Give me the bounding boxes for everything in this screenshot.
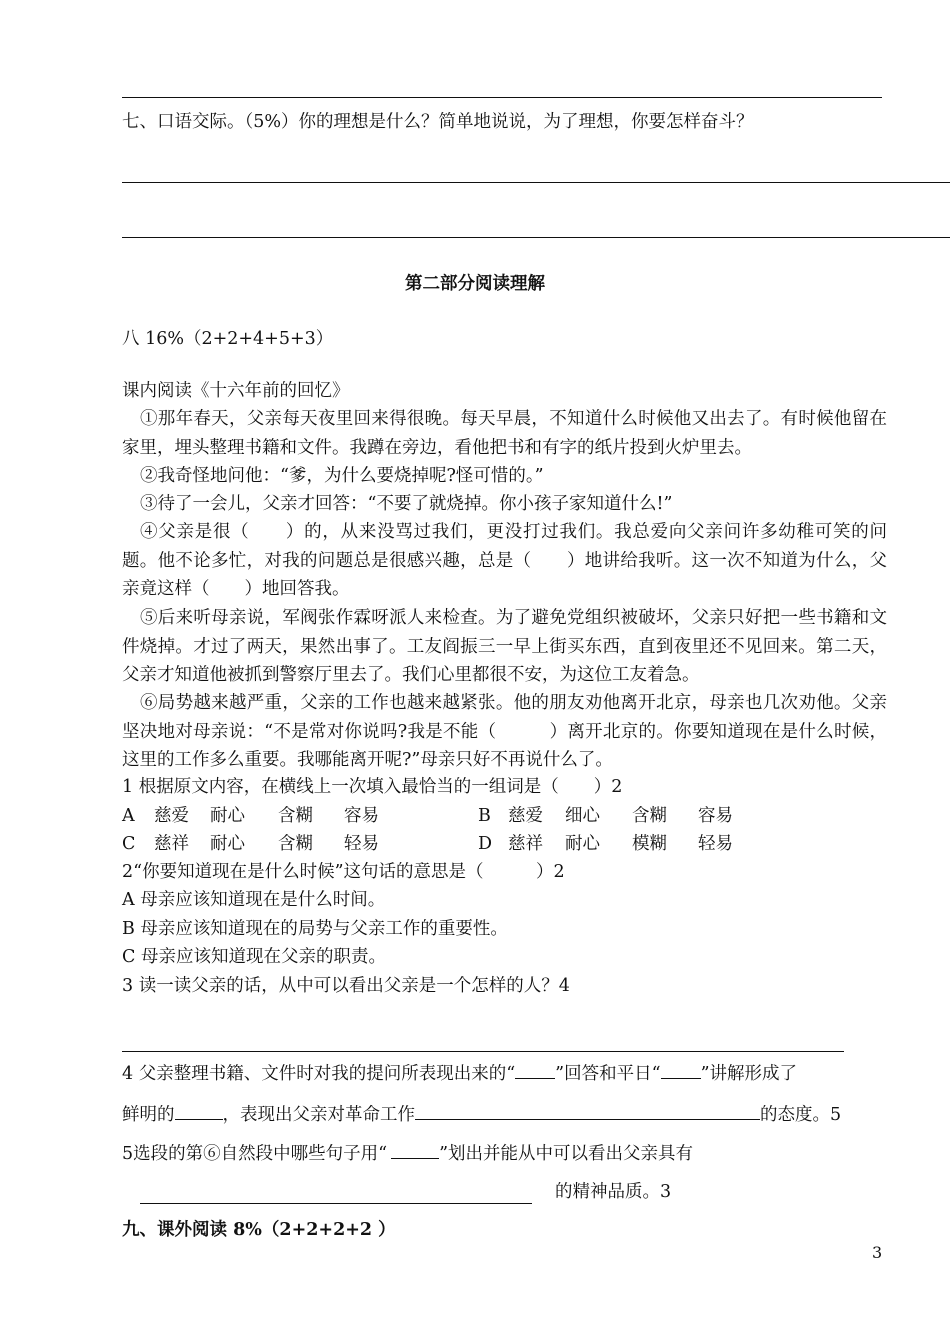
q5-text-2: ”划出并能从中可以看出父亲具有 — [439, 1144, 694, 1164]
q4-blank-3[interactable] — [175, 1101, 223, 1120]
q1-option-b-letter: B — [478, 806, 491, 826]
q1-option-d-word-1: 慈祥 — [508, 834, 543, 854]
q1-option-a-word-1: 慈爱 — [154, 806, 189, 826]
q3-answer-line — [122, 1051, 844, 1052]
paragraph-6: ⑥局势越来越严重，父亲的工作也越来越紧张。他的朋友劝他离开北京，母亲也几次劝他。父亲坚决地对母亲说：“不是常对你说吗?我是不能（ ）离开北京的。你要知道现在是什么时候，这里的工作多么重要。我哪能离开呢?”母亲只好不再说什么了。 — [122, 693, 887, 770]
q4-blank-4[interactable] — [415, 1101, 760, 1120]
q1-option-a-word-3: 含糊 — [278, 806, 313, 826]
question-1: 1 根据原文内容，在横线上一次填入最恰当的一组词是（ ）2 — [122, 777, 623, 797]
paragraph-4: ④父亲是很（ ）的，从来没骂过我们，更没打过我们。我总爱向父亲问许多幼稚可笑的问题。他不论多忙，对我的问题总是很感兴趣，总是（ ）地讲给我听。这一次不知道为什么，父亲竟这样（ ）地回答我。 — [122, 522, 887, 599]
q5-answer-line — [140, 1203, 532, 1204]
q4-text-3: ”讲解形成了 — [700, 1064, 798, 1084]
q1-option-c-word-3: 含糊 — [278, 834, 313, 854]
paragraph-5: ⑤后来听母亲说，军阀张作霖呀派人来检查。为了避免党组织被破坏，父亲只好把一些书籍和文件烧掉。才过了两天，果然出事了。工友阎振三一早上街买东西，直到夜里还不见回来。第二天，父亲才知道他被抓到警察厅里去了。我们心里都很不安，为这位工友着急。 — [122, 608, 887, 685]
q1-option-d-word-2: 耐心 — [565, 834, 600, 854]
q5-text-3: 的精神品质。3 — [555, 1182, 672, 1202]
question-4-line-1 — [122, 1060, 797, 1088]
q1-option-a-word-4: 容易 — [344, 806, 379, 826]
section7-question: 七、口语交际。（5%）你的理想是什么？简单地说说，为了理想，你要怎样奋斗？ — [122, 112, 754, 132]
q2-option-a: A 母亲应该知道现在是什么时间。 — [122, 890, 386, 910]
q2-option-c: C 母亲应该知道现在父亲的职责。 — [122, 947, 386, 967]
question-4-line-2 — [122, 1101, 841, 1129]
question-2: 2“你要知道现在是什么时候”这句话的意思是（ ）2 — [122, 862, 565, 882]
answer-line-2 — [122, 237, 950, 238]
part2-title: 第二部分阅读理解 — [405, 274, 545, 294]
q1-option-a-letter: A — [122, 806, 135, 826]
q4-text-1: 4 父亲整理书籍、文件时对我的提问所表现出来的“ — [122, 1064, 516, 1084]
q1-option-d-word-4: 轻易 — [698, 834, 733, 854]
q1-option-d-letter: D — [478, 834, 493, 854]
section9-heading: 九、课外阅读 8%（2+2+2+2 ） — [122, 1220, 396, 1240]
question-3: 3 读一读父亲的话，从中可以看出父亲是一个怎样的人？4 — [122, 976, 570, 996]
q1-option-b-word-4: 容易 — [698, 806, 733, 826]
q1-option-c-word-1: 慈祥 — [154, 834, 189, 854]
q1-option-c-word-2: 耐心 — [210, 834, 245, 854]
paragraph-1: ①那年春天，父亲每天夜里回来得很晚。每天早晨，不知道什么时候他又出去了。有时候他留在家里，埋头整理书籍和文件。我蹲在旁边，看他把书和有字的纸片投到火炉里去。 — [122, 409, 887, 458]
q4-blank-2[interactable] — [661, 1060, 701, 1079]
section8-heading: 八 16%（2+2+4+5+3） — [122, 329, 334, 349]
q1-option-a-word-2: 耐心 — [210, 806, 245, 826]
q5-text-1: 5选段的第⑥自然段中哪些句子用“ — [122, 1144, 388, 1164]
paragraph-3: ③待了一会儿，父亲才回答：“不要了就烧掉。你小孩子家知道什么!” — [140, 494, 673, 514]
paragraph-2: ②我奇怪地问他：“爹，为什么要烧掉呢?怪可惜的。” — [140, 466, 544, 486]
q4-text-2: ”回答和平日“ — [555, 1064, 661, 1084]
reading-title: 课内阅读《十六年前的回忆》 — [122, 381, 350, 401]
q4-text-5: ，表现出父亲对革命工作 — [222, 1105, 415, 1125]
q4-text-4: 鲜明的 — [122, 1105, 175, 1125]
q4-blank-1[interactable] — [515, 1060, 555, 1079]
page-number: 3 — [872, 1243, 883, 1262]
q1-option-d-word-3: 模糊 — [632, 834, 667, 854]
q2-option-b: B 母亲应该知道现在的局势与父亲工作的重要性。 — [122, 919, 508, 939]
q1-option-b-word-1: 慈爱 — [508, 806, 543, 826]
q1-option-c-letter: C — [122, 834, 136, 854]
top-rule — [122, 97, 882, 98]
q1-option-b-word-3: 含糊 — [632, 806, 667, 826]
q4-text-6: 的态度。5 — [760, 1105, 842, 1125]
q1-option-c-word-4: 轻易 — [344, 834, 379, 854]
q5-underline-sample — [391, 1149, 439, 1159]
answer-line-1 — [122, 182, 950, 183]
q1-option-b-word-2: 细心 — [565, 806, 600, 826]
question-5-line-1 — [122, 1140, 693, 1168]
